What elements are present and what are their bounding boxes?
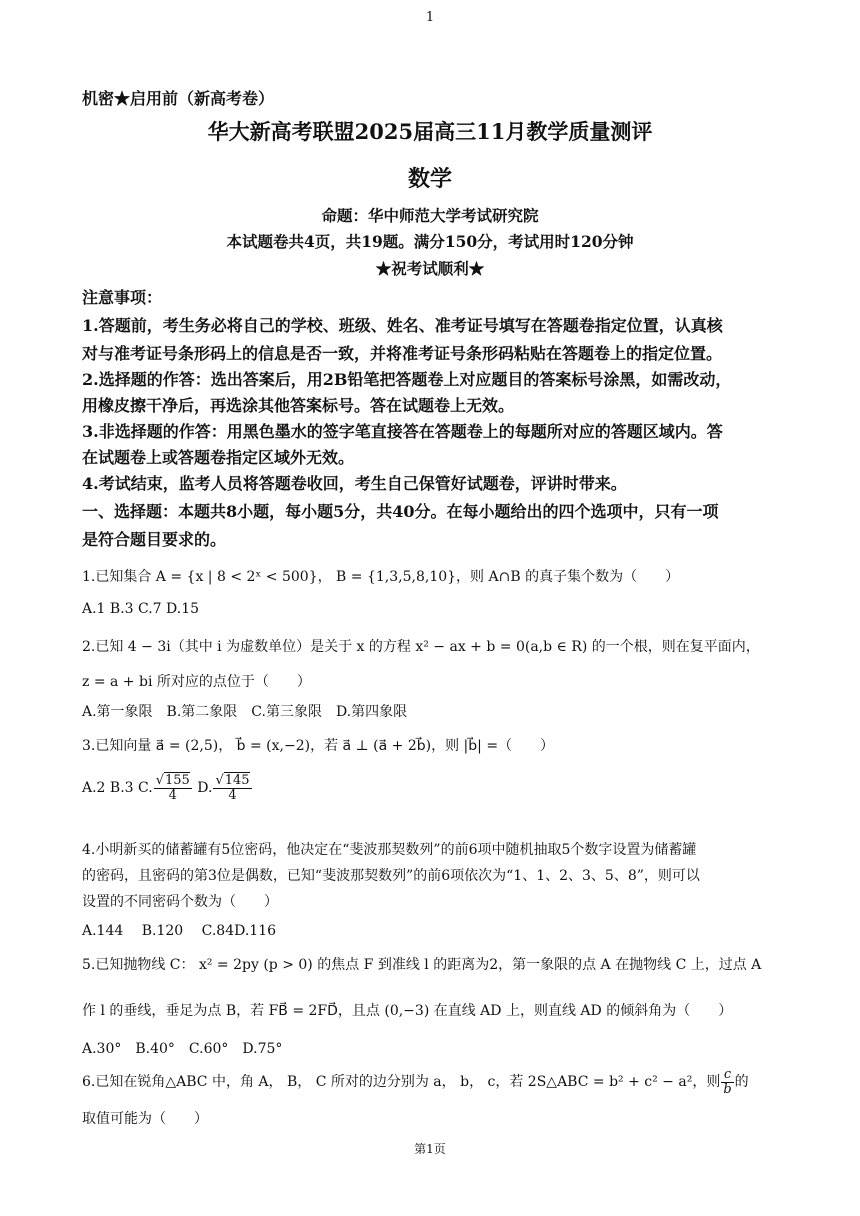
question-1: 1.已知集合 A = {x | 8 < 2ˣ < 500}， B = {1,3,5,8,10}，则 A∩B 的真子集个数为（ ） (82, 569, 680, 585)
question-5: 5.已知抛物线 C： x² = 2py (p > 0) 的焦点 F 到准线 l 的距离为2，第一象限的点 A 在抛物线 C 上，过点 A (82, 957, 762, 973)
section-heading-cont: 是符合题目要求的。 (82, 530, 227, 549)
question-4: 4.小明新买的储蓄罐有5位密码，他决定在“斐波那契数列”的前6项中随机抽取5个数字设置为储蓄罐 (82, 842, 697, 858)
question-2: 2.已知 4 − 3i（其中 i 为虚数单位）是关于 x 的方程 x² − ax + b = 0(a,b ∈ R) 的一个根，则在复平面内， (82, 639, 760, 655)
q3-option-d-denominator: 4 (228, 787, 237, 803)
q3-option-d-fraction: $\frac{√145}{4}$ (215, 773, 250, 803)
note-line: 对与准考证号条形码上的信息是否一致，并将准考证号条形码粘贴在答题卷上的指定位置。 (82, 344, 723, 363)
question-2-options: A.第一象限 B.第二象限 C.第三象限 D.第四象限 (82, 704, 408, 720)
notes-heading: 注意事项： (82, 288, 163, 307)
q3-option-c-denominator: 4 (168, 787, 177, 803)
note-line: 在试题卷上或答题卷指定区域外无效。 (82, 448, 355, 467)
q3-options-prefix: A.2 B.3 C. (82, 780, 153, 797)
question-6-text: 6.已知在锐角△ABC 中，角 A， B， C 所对的边分别为 a， b， c，若 2S△ABC = b² + c² − a²，则 (82, 1074, 721, 1091)
header-note: 机密★启用前（新高考卷） (82, 89, 275, 108)
q6-fraction (721, 1068, 733, 1096)
exam-title: 华大新高考联盟2025届高三11月教学质量测评 (207, 119, 653, 144)
question-4-cont: 设置的不同密码个数为（ ） (82, 894, 278, 910)
question-6-cont: 取值可能为（ ） (82, 1111, 208, 1127)
note-line: 2.选择题的作答：选出答案后，用2B铅笔把答题卷上对应题目的答案标号涂黑，如需改动， (82, 370, 732, 389)
question-5-options: A.30° B.40° C.60° D.75° (82, 1041, 283, 1057)
exam-info: 本试题卷共4页，共19题。满分150分，考试用时120分钟 (226, 232, 634, 251)
q3-option-d-numerator: 145 (224, 773, 250, 788)
note-line: 用橡皮擦干净后，再选涂其他答案标号。答在试题卷上无效。 (82, 396, 515, 415)
q6-fraction-denominator: b (723, 1081, 732, 1097)
author-line: 命题：华中师范大学考试研究院 (321, 206, 539, 225)
question-5-cont: 作 l 的垂线，垂足为点 B，若 FB⃗ = 2FD⃗，且点 (0,−3) 在直线 AD 上，则直线 AD 的倾斜角为（ ） (82, 1003, 733, 1019)
note-line: 3.非选择题的作答：用黑色墨水的签字笔直接答在答题卷上的每题所对应的答题区域内。答 (82, 422, 723, 441)
subject-title: 数学 (407, 166, 452, 192)
question-4-cont: 的密码，且密码的第3位是偶数，已知“斐波那契数列”的前6项依次为“1、1、2、3、5、8”，则可以 (82, 868, 700, 884)
question-3: 3.已知向量 a⃗ = (2,5)， b⃗ = (x,−2)，若 a⃗ ⊥ (a⃗ + 2b⃗)，则 |b⃗| =（ ） (82, 738, 555, 754)
q6-fraction-numerator: c (721, 1068, 733, 1083)
question-2-cont: z = a + bi 所对应的点位于（ ） (82, 674, 311, 690)
blessing: ★祝考试顺利★ (375, 259, 485, 278)
question-4-options: A.144 B.120 C.84D.116 (82, 923, 277, 939)
q3-option-d-label: D. (192, 780, 213, 797)
page-footer: 第1页 (414, 1142, 446, 1156)
q3-option-c-numerator: 155 (164, 773, 190, 788)
question-6 (82, 1068, 749, 1096)
question-3-options (82, 774, 253, 802)
section-heading: 一、选择题：本题共8小题，每小题5分，共40分。在每小题给出的四个选项中，只有一项 (82, 502, 719, 521)
q3-option-c-fraction: $\frac{√155}{4}$ (155, 773, 190, 803)
note-line: 4.考试结束，监考人员将答题卷收回，考生自己保管好试题卷，评讲时带来。 (82, 474, 627, 493)
question-6-text-end: 的 (734, 1074, 749, 1091)
page-number-top: 1 (425, 10, 435, 25)
note-line: 1.答题前，考生务必将自己的学校、班级、姓名、准考证号填写在答题卷指定位置，认真核 (82, 316, 723, 335)
question-1-options: A.1 B.3 C.7 D.15 (82, 601, 200, 617)
